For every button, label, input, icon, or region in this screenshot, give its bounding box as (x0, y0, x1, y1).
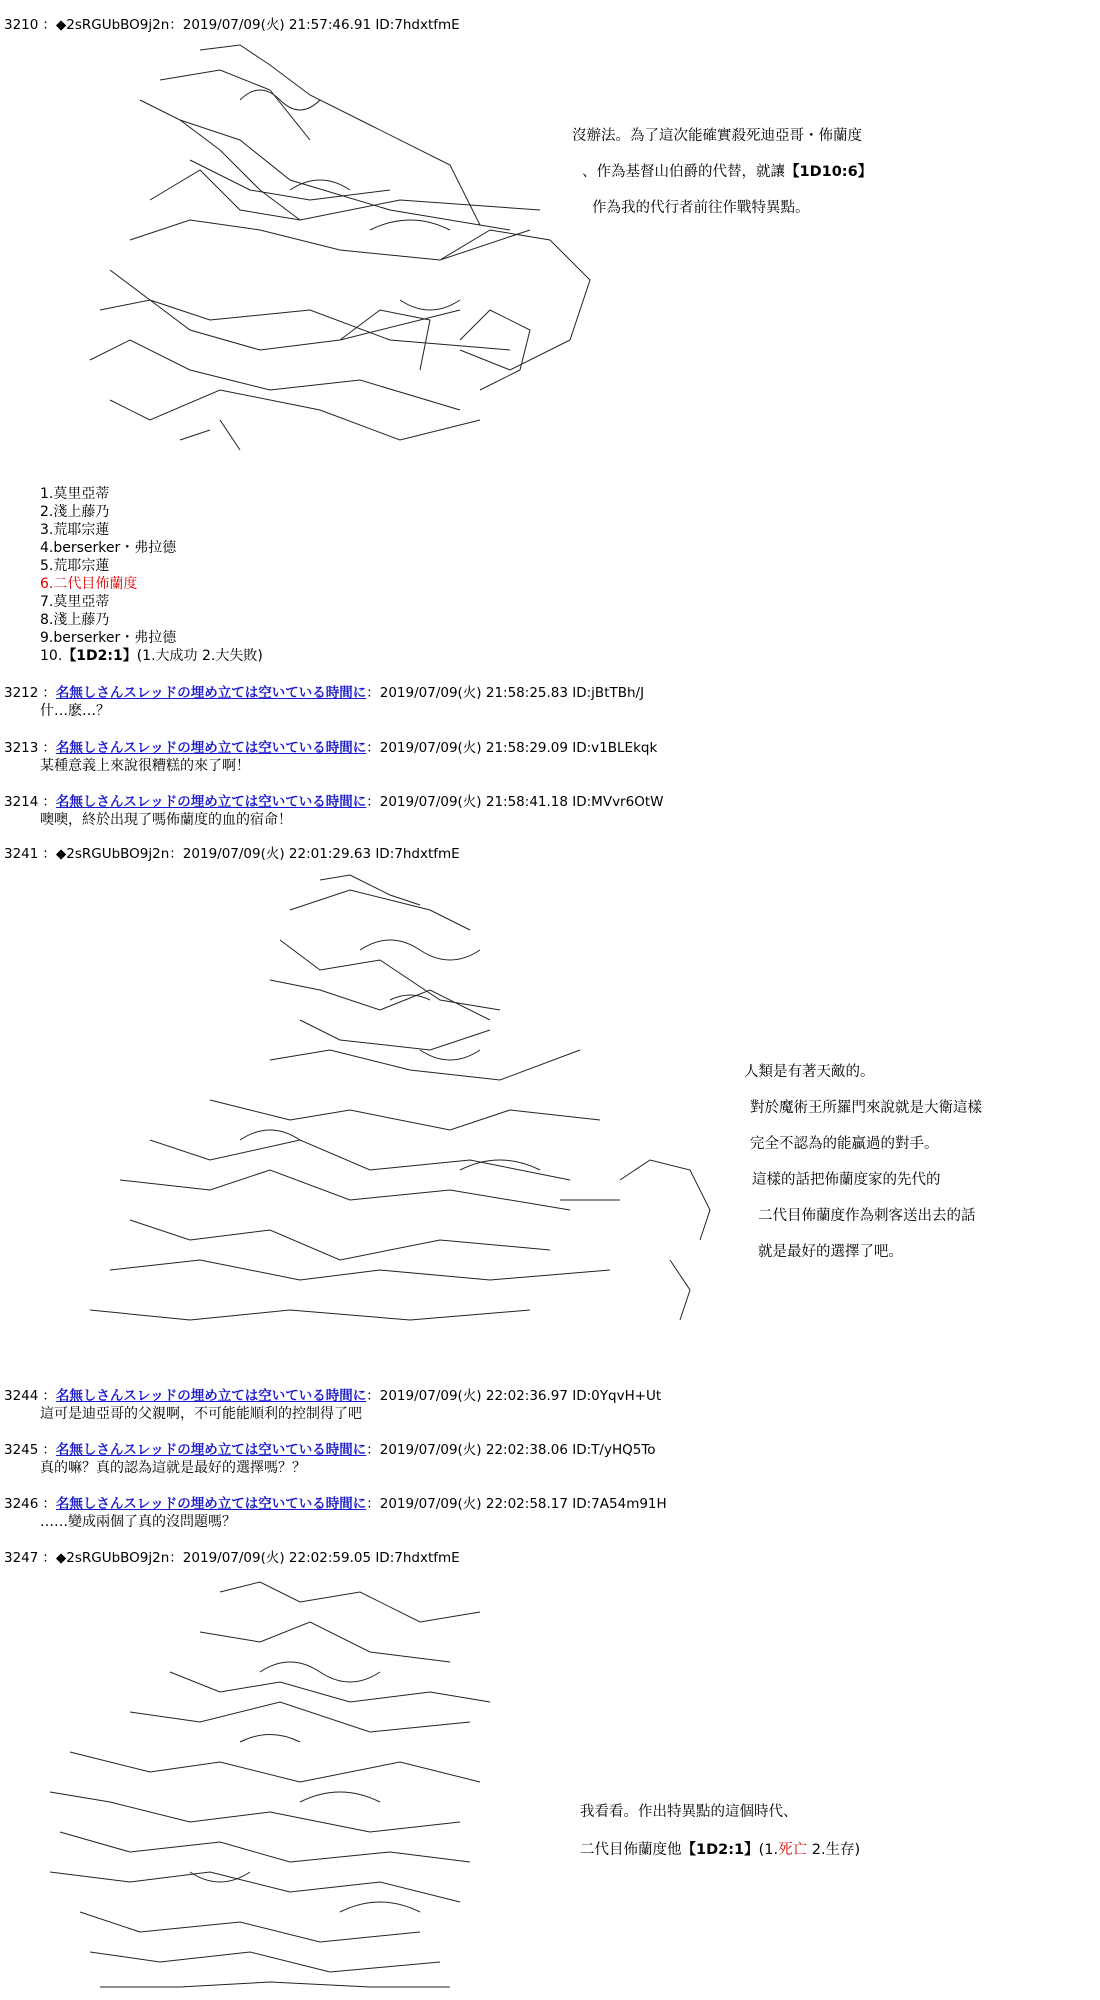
post-info: ：2019/07/09(火) 22:02:36.97 ID:0YqvH+Ut (366, 1388, 662, 1404)
post-body: 這可是迪亞哥的父親啊，不可能能順利的控制得了吧 (40, 1406, 362, 1422)
post-number[interactable]: 3210 (4, 17, 39, 33)
narration-line: 人類是有著天敵的。 (744, 1064, 875, 1080)
post-info: ：2019/07/09(火) 21:58:29.09 ID:v1BLEkqk (366, 740, 658, 756)
post-body: ……變成兩個了真的沒問題嗎？ (40, 1514, 236, 1530)
post-header (4, 739, 657, 757)
list-item: 10.【1D2:1】(1.大成功 2.大失敗) (40, 648, 263, 664)
narration-line: 完全不認為的能贏過的對手。 (750, 1136, 939, 1152)
poster-name-link[interactable]: 名無しさんスレッドの埋め立ては空いている時間に (55, 740, 367, 756)
post-header (4, 1387, 661, 1405)
poster-name-link[interactable]: 名無しさんスレッドの埋め立ては空いている時間に (55, 794, 367, 810)
ascii-art-figure (40, 40, 600, 470)
post-sep: ： (42, 1550, 56, 1566)
post-header (4, 1549, 460, 1567)
dice-outcome: 死亡 (778, 1842, 808, 1858)
poster-name: ◆2sRGUbBO9j2n (55, 1550, 170, 1566)
post-header (4, 16, 460, 34)
post-header (4, 1441, 656, 1459)
post-number[interactable]: 3245 (4, 1442, 39, 1458)
dice-roll: 【1D2:1】 (62, 648, 137, 664)
ascii-art-figure (40, 1572, 540, 1997)
poster-name-link[interactable]: 名無しさんスレッドの埋め立ては空いている時間に (55, 685, 367, 701)
post-number[interactable]: 3241 (4, 846, 39, 862)
narration-line: 二代目佈蘭度作為刺客送出去的話 (758, 1208, 976, 1224)
poster-name: ◆2sRGUbBO9j2n (55, 846, 170, 862)
narration-line: 這樣的話把佈蘭度家的先代的 (752, 1172, 941, 1188)
post-header (4, 684, 644, 702)
post-sep: ： (42, 740, 56, 756)
post-number[interactable]: 3246 (4, 1496, 39, 1512)
narration-line: 二代目佈蘭度他【1D2:1】(1.死亡 2.生存) (580, 1842, 861, 1858)
narration-line: 作為我的代行者前往作戰特異點。 (592, 200, 810, 216)
post-info: ：2019/07/09(火) 21:58:41.18 ID:MVvr6OtW (366, 794, 664, 810)
post-sep: ： (42, 17, 56, 33)
post-info: ：2019/07/09(火) 22:02:59.05 ID:7hdxtfmE (169, 1550, 460, 1566)
ascii-art-figure (60, 870, 740, 1340)
post-body: 真的嘛？真的認為這就是最好的選擇嗎？？ (40, 1460, 306, 1476)
post-header (4, 1495, 667, 1513)
list-item: 7.莫里亞蒂 (40, 594, 110, 610)
post-number[interactable]: 3214 (4, 794, 39, 810)
post-sep: ： (42, 1388, 56, 1404)
list-item-selected: 6.二代目佈蘭度 (40, 576, 138, 592)
post-number[interactable]: 3247 (4, 1550, 39, 1566)
narration-line: 、作為基督山伯爵的代替，就讓【1D10:6】 (582, 164, 873, 180)
post-header (4, 845, 460, 863)
post-sep: ： (42, 685, 56, 701)
post-body: 某種意義上來說很糟糕的來了啊！ (40, 758, 250, 774)
list-item: 5.荒耶宗蓮 (40, 558, 110, 574)
narration-line: 就是最好的選擇了吧。 (758, 1244, 903, 1260)
list-item: 3.荒耶宗蓮 (40, 522, 110, 538)
post-body: 什…麽…？ (40, 703, 110, 719)
post-number[interactable]: 3213 (4, 740, 39, 756)
poster-name-link[interactable]: 名無しさんスレッドの埋め立ては空いている時間に (55, 1388, 367, 1404)
list-item: 2.淺上藤乃 (40, 504, 110, 520)
poster-name: ◆2sRGUbBO9j2n (55, 17, 170, 33)
list-item: 9.berserker・弗拉德 (40, 630, 177, 646)
post-number[interactable]: 3212 (4, 685, 39, 701)
post-info: ：2019/07/09(火) 22:01:29.63 ID:7hdxtfmE (169, 846, 460, 862)
post-info: ：2019/07/09(火) 21:57:46.91 ID:7hdxtfmE (169, 17, 460, 33)
list-item: 1.莫里亞蒂 (40, 486, 110, 502)
post-number[interactable]: 3244 (4, 1388, 39, 1404)
post-header (4, 793, 663, 811)
post-info: ：2019/07/09(火) 21:58:25.83 ID:jBtTBh/J (366, 685, 645, 701)
post-body: 噢噢，終於出現了嗎佈蘭度的血的宿命！ (40, 812, 292, 828)
post-info: ：2019/07/09(火) 22:02:38.06 ID:T/yHQ5To (366, 1442, 656, 1458)
choice-list (40, 485, 263, 665)
post-info: ：2019/07/09(火) 22:02:58.17 ID:7A54m91H (366, 1496, 667, 1512)
list-item: 4.berserker・弗拉德 (40, 540, 177, 556)
list-item: 8.淺上藤乃 (40, 612, 110, 628)
narration-line: 沒辦法。為了這次能確實殺死迪亞哥・佈蘭度 (572, 128, 862, 144)
post-sep: ： (42, 846, 56, 862)
post-sep: ： (42, 1496, 56, 1512)
post-sep: ： (42, 794, 56, 810)
poster-name-link[interactable]: 名無しさんスレッドの埋め立ては空いている時間に (55, 1442, 367, 1458)
post-sep: ： (42, 1442, 56, 1458)
dice-roll: 【1D2:1】 (681, 1842, 759, 1858)
dice-result: 【1D10:6】 (785, 164, 873, 180)
poster-name-link[interactable]: 名無しさんスレッドの埋め立ては空いている時間に (55, 1496, 367, 1512)
narration-line: 對於魔術王所羅門來說就是大衛這樣 (750, 1100, 982, 1116)
narration-line: 我看看。作出特異點的這個時代、 (580, 1804, 798, 1820)
